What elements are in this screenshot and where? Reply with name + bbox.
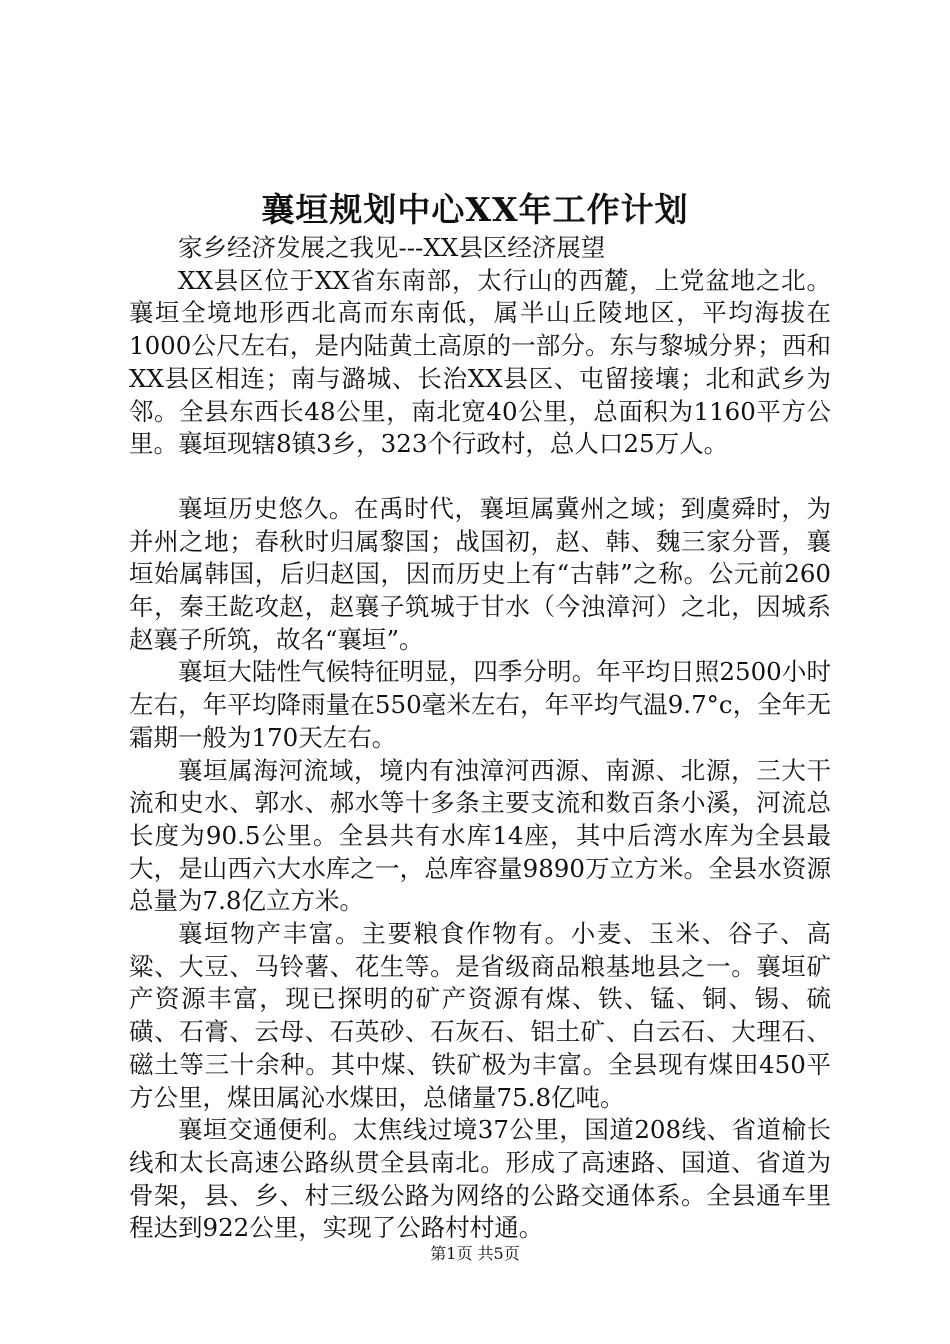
paragraph-location: XX县区位于XX省东南部，太行山的西麓，上党盆地之北。襄垣全境地形西北高而东南低，属半山丘陵地区，平均海拔在1000公尺左右，是内陆黄土高原的一部分。东与黎城分界；西和XX县区相连；南与潞城、长治XX县区、屯留接壤；北和武乡为邻。全县东西长48公里，南北宽40公里，总面积为1160平方公里。襄垣现辖8镇3乡，323个行政村，总人口25万人。 [129, 265, 831, 459]
paragraph-subtitle: 家乡经济发展之我见---XX县区经济展望 [178, 233, 606, 262]
paragraph-transport: 襄垣交通便利。太焦线过境37公里，国道208线、省道榆长线和太长高速公路纵贯全县南北。形成了高速路、国道、省道为骨架，县、乡、村三级公路为网络的公路交通体系。全县通车里程达到922公里，实现了公路村村通。 [129, 1115, 831, 1243]
document-title: 襄垣规划中心XX年工作计划 [261, 190, 689, 229]
page-number-footer: 第1页 共5页 [430, 1244, 520, 1263]
paragraph-history: 襄垣历史悠久。在禹时代，襄垣属冀州之域；到虞舜时，为并州之地；春秋时归属黎国；战国初，赵、韩、魏三家分晋，襄垣始属韩国，后归赵国，因而历史上有“古韩”之称。公元前260年，秦王龁攻赵，赵襄子筑城于甘水（今浊漳河）之北，因城系赵襄子所筑，故名“襄垣”。 [129, 493, 831, 654]
paragraph-resources: 襄垣物产丰富。主要粮食作物有。小麦、玉米、谷子、高粱、大豆、马铃薯、花生等。是省级商品粮基地县之一。襄垣矿产资源丰富，现已探明的矿产资源有煤、铁、锰、铜、锡、硫磺、石膏、云母、石英砂、石灰石、铝土矿、白云石、大理石、磁土等三十余种。其中煤、铁矿极为丰富。全县现有煤田450平方公里，煤田属沁水煤田，总储量75.8亿吨。 [129, 919, 831, 1112]
document-body [129, 232, 831, 1245]
paragraph-climate: 襄垣大陆性气候特征明显，四季分明。年平均日照2500小时左右，年平均降雨量在550毫米左右，年平均气温9.7°c，全年无霜期一般为170天左右。 [129, 657, 831, 752]
paragraph-water: 襄垣属海河流域，境内有浊漳河西源、南源、北源，三大干流和史水、郭水、郝水等十多条主要支流和数百条小溪，河流总长度为90.5公里。全县共有水库14座，其中后湾水库为全县最大，是山西六大水库之一，总库容量9890万立方米。全县水资源总量为7.8亿立方米。 [129, 755, 831, 916]
